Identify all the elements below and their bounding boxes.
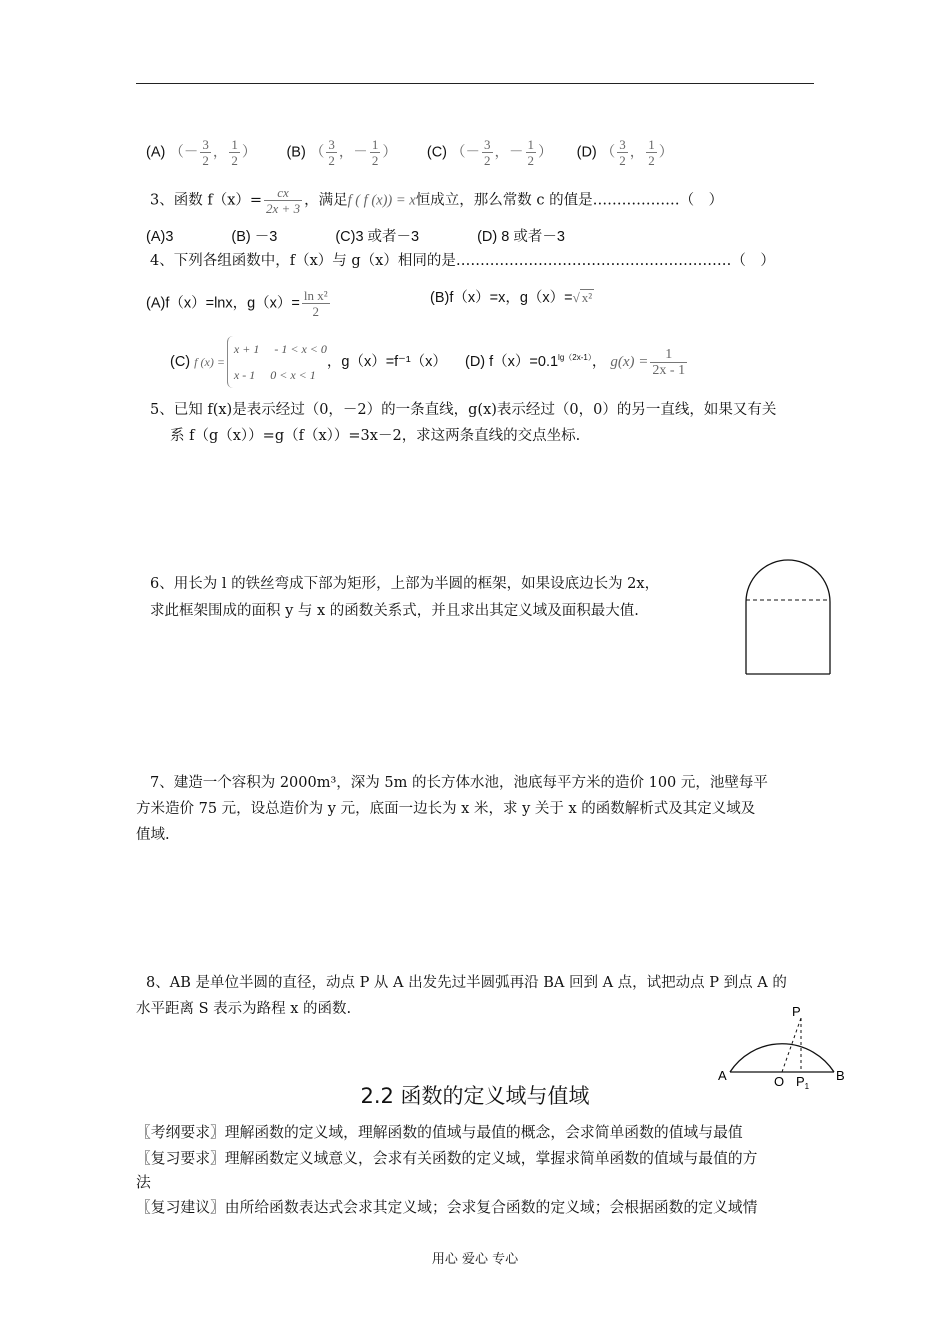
semicircle-rectangle-figure <box>740 552 836 678</box>
q3-condition: f ( f (x)) = x <box>347 192 416 209</box>
q6-line-1: 6、用长为 l 的铁丝弯成下部为矩形，上部为半圆的框架，如果设底边长为 2x， <box>150 576 660 592</box>
option-b-label: (B) <box>286 144 306 161</box>
fraction <box>229 137 240 168</box>
separator: ， <box>212 144 228 161</box>
q4-stem: 4、下列各组函数中，f（x）与 g（x）相同的是…………………………………………………（ ） <box>150 253 775 269</box>
label-b: B <box>836 1068 845 1083</box>
numerator: 3 <box>328 137 335 152</box>
denominator: 2 <box>328 153 335 168</box>
frame-outline <box>746 560 830 674</box>
q4-b-text: (B)f（x）=x，g（x）= <box>430 290 573 306</box>
option-b-close: ） <box>382 144 397 161</box>
numerator: 1 <box>648 137 655 152</box>
semicircle-arc <box>730 1044 834 1072</box>
q5-line-2: 系 f（g（x））=g（f（x））=3x－2，求这两条直线的交点坐标. <box>170 428 581 444</box>
fraction <box>646 137 657 168</box>
option-d-label: (D) <box>576 144 597 161</box>
requirement-2-cont: 法 <box>136 1174 151 1191</box>
numerator: 1 <box>527 137 535 152</box>
denominator: 2 <box>484 153 491 168</box>
fraction <box>526 137 537 168</box>
option-d-open: （ <box>600 144 616 161</box>
separator: ，－ <box>494 144 524 161</box>
q4-c-fx: f (x) = <box>194 354 225 369</box>
denominator: 2x + 3 <box>266 201 301 216</box>
separator: ，－ <box>338 144 368 161</box>
denominator: 2 <box>371 153 379 168</box>
question-3 <box>150 185 723 216</box>
fraction <box>302 288 330 319</box>
q3-suffix: 恒成立，那么常数 c 的值是………………（ ） <box>415 192 724 209</box>
separator: ， <box>629 144 645 161</box>
q4-d-comma: ， <box>591 353 607 370</box>
q3-options: (A)3 (B) －3 (C)3 或者－3 (D) 8 或者－3 <box>146 229 565 245</box>
piecewise-case-2: x - 1 0 < x < 1 <box>233 368 316 382</box>
fraction <box>370 137 381 168</box>
fraction <box>482 137 493 168</box>
label-a: A <box>718 1068 727 1083</box>
q4-option-a <box>146 288 332 319</box>
numerator: cx <box>277 185 289 200</box>
q8-line-1: 8、AB 是单位半圆的直径，动点 P 从 A 出发先过半圆弧再沿 BA 回到 A 点，试把动点 P 到点 A 的 <box>146 975 787 991</box>
q3-prefix: 3、函数 f（x）= <box>150 192 263 209</box>
fraction <box>617 137 628 168</box>
q2-options <box>146 137 673 168</box>
requirement-1: 〖考纲要求〗理解函数的定义域，理解函数的值域与最值的概念，会求简单函数的值域与最值 <box>136 1124 743 1141</box>
option-a-close: ） <box>241 144 257 161</box>
numerator: ln x² <box>303 288 328 303</box>
numerator: 1 <box>371 137 379 152</box>
unit-semicircle-figure <box>712 1000 852 1090</box>
denominator: 2x - 1 <box>652 362 686 378</box>
option-a-label: (A) <box>146 144 166 161</box>
option-c-label: (C) <box>426 144 448 161</box>
requirement-3: 〖复习建议〗由所给函数表达式会求其定义域；会求复合函数的定义域；会根据函数的定义域情 <box>136 1199 758 1216</box>
section-title: 2.2 函数的定义域与值域 <box>360 1084 590 1108</box>
option-c-open: （－ <box>451 144 481 161</box>
option-c-close: ） <box>538 144 553 161</box>
numerator: 1 <box>231 137 238 152</box>
numerator: 3 <box>484 137 491 152</box>
numerator: 1 <box>665 346 673 362</box>
q4-d-text: (D) f（x）=0.1 <box>464 353 559 370</box>
denominator: 2 <box>202 153 209 168</box>
sqrt-expression: √ x² <box>572 290 593 306</box>
denominator: 2 <box>648 153 655 168</box>
q5-line-1: 5、已知 f(x)是表示经过（0，－2）的一条直线，g(x)表示经过（0，0）的另一直线，如果又有关 <box>150 402 777 418</box>
denominator: 2 <box>619 153 626 168</box>
q4-option-b <box>430 288 594 308</box>
q8-line-2: 水平距离 S 表示为路程 x 的函数. <box>136 1001 352 1017</box>
page-footer: 用心 爱心 专心 <box>431 1252 519 1267</box>
numerator: 3 <box>202 137 209 152</box>
q6-line-2: 求此框架围成的面积 y 与 x 的函数关系式，并且求出其定义域及面积最大值. <box>150 603 639 619</box>
fraction <box>326 137 337 168</box>
q4-option-c <box>170 336 689 388</box>
q7-line-2: 方米造价 75 元，设总造价为 y 元，底面一边长为 x 米，求 y 关于 x 的函数解析式及其定义域及 <box>136 801 756 817</box>
label-p: P <box>792 1004 801 1019</box>
q3-middle: ，满足 <box>304 192 348 209</box>
q4-c-label: (C) <box>170 353 191 370</box>
fraction <box>264 185 302 216</box>
option-a-open: （－ <box>169 144 199 161</box>
fraction <box>200 137 211 168</box>
q4-d-superscript: lg（2x-1） <box>558 353 592 362</box>
label-o: O <box>774 1074 785 1089</box>
radicand: x² <box>581 290 593 306</box>
label-p1-sub: 1 <box>804 1082 810 1090</box>
piecewise-brace <box>227 336 327 388</box>
denominator: 2 <box>527 153 535 168</box>
fraction <box>650 347 687 378</box>
q7-line-1: 7、建造一个容积为 2000m³，深为 5m 的长方体水池，池底每平方米的造价 100 元，池壁每平 <box>150 775 768 791</box>
piecewise-case-1: x + 1 - 1 < x < 0 <box>233 342 327 356</box>
requirement-2: 〖复习要求〗理解函数定义域意义，会求有关函数的定义域，掌握求简单函数的值域与最值的方 <box>136 1150 758 1167</box>
label-p1-base: P <box>796 1074 805 1089</box>
q4-c-after: ，g（x）=f⁻¹（x） <box>326 353 447 370</box>
numerator: 3 <box>619 137 626 152</box>
option-b-open: （ <box>309 144 325 161</box>
denominator: 2 <box>231 153 238 168</box>
option-d-close: ） <box>658 144 674 161</box>
q4-d-gx: g(x) = <box>610 353 649 370</box>
q4-a-text: (A)f（x）=lnx，g（x）= <box>146 295 300 312</box>
denominator: 2 <box>302 303 330 319</box>
q7-line-3: 值域. <box>136 827 170 843</box>
header-rule <box>136 83 814 84</box>
